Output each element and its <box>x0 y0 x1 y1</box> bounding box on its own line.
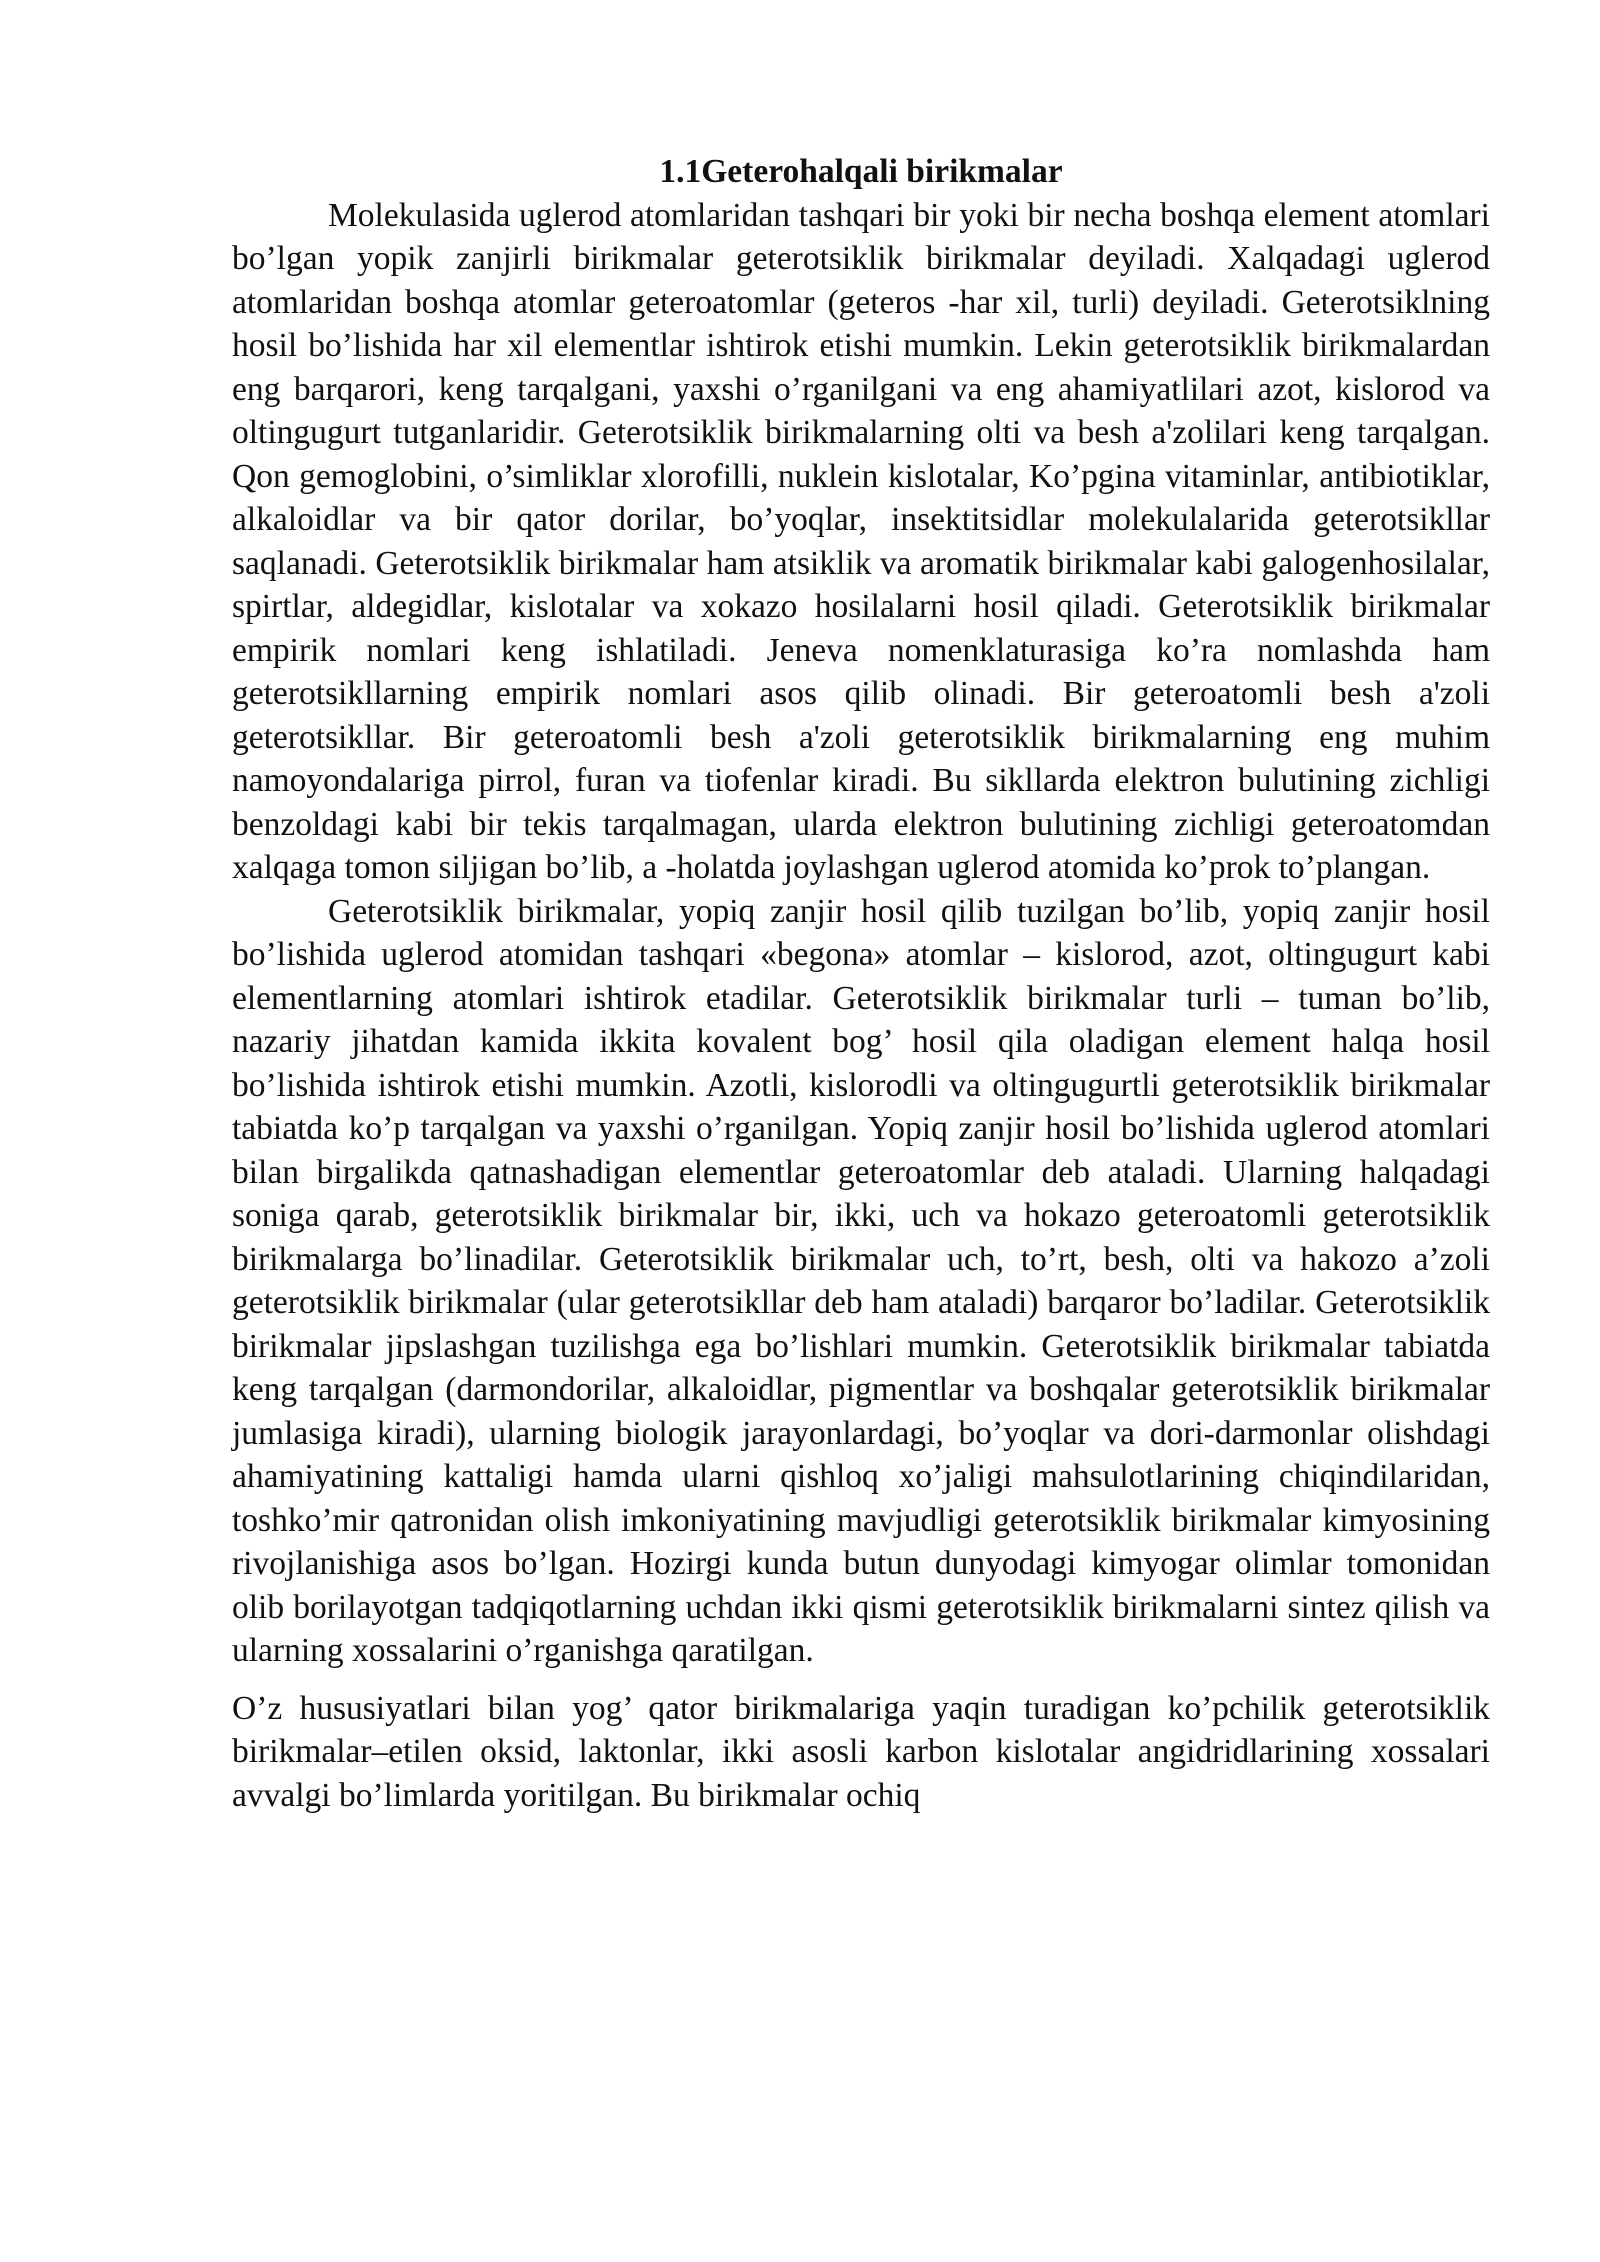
paragraph-1: Molekulasida uglerod atomlaridan tashqari bir yoki bir necha boshqa element atomlari bo’lgan yopik zanjirli birikmalar geterotsiklik birikmalar deyiladi. Xalqadagi uglerod atomlaridan boshqa atomlar geteroatomlar (geteros -har xil, turli) deyiladi. Geterotsiklning hosil bo’lishida har xil elementlar ishtirok etishi mumkin. Lekin geterotsiklik birikmalardan eng barqarori, keng tarqalgani, yaxshi o’rganilgani va eng ahamiyatlilari azot, kislorod va oltingugurt tutganlaridir. Geterotsiklik birikmalarning olti va besh a'zolilari keng tarqalgan. Qon gemoglobini, o’simliklar xlorofilli, nuklein kislotalar, Ko’pgina vitaminlar, antibiotiklar, alkaloidlar va bir qator dorilar, bo’yoqlar, insektitsidlar molekulalarida geterotsikllar saqlanadi. Geterotsiklik birikmalar ham atsiklik va aromatik birikmalar kabi galogenhosilalar, spirtlar, aldegidlar, kislotalar va xokazo hosilalarni hosil qiladi. Geterotsiklik birikmalar empirik nomlari keng ishlatiladi. Jeneva nomenklaturasiga ko’ra nomlashda ham geterotsikllarning empirik nomlari asos qilib olinadi. Bir geteroatomli besh a'zoli geterotsikllar. Bir geteroatomli besh a'zoli geterotsiklik birikmalarning eng muhim namoyondalariga pirrol, furan va tiofenlar kiradi. Bu sikllarda elektron bulutining zichligi benzoldagi kabi bir tekis tarqalmagan, ularda elektron bulutining zichligi geteroatomdan xalqaga tomon siljigan bo’lib, a -holatda joylashgan uglerod atomida ko’prok to’plangan. <box>232 196 1490 886</box>
document-page <box>232 150 1490 1817</box>
section-title: 1.1Geterohalqali birikmalar <box>659 153 1063 190</box>
paragraph-2: Geterotsiklik birikmalar, yopiq zanjir hosil qilib tuzilgan bo’lib, yopiq zanjir hosil bo’lishida uglerod atomidan tashqari «begona» atomlar – kislorod, azot, oltingugurt kabi elementlarning atomlari ishtirok etadilar. Geterotsiklik birikmalar turli – tuman bo’lib, nazariy jihatdan kamida ikkita kovalent bog’ hosil qila oladigan element halqa hosil bo’lishida ishtirok etishi mumkin. Azotli, kislorodli va oltingugurtli geterotsiklik birikmalar tabiatda ko’p tarqalgan va yaxshi o’rganilgan. Yopiq zanjir hosil bo’lishida uglerod atomlari bilan birgalikda qatnashadigan elementlar geteroatomlar deb ataladi. Ularning halqadagi soniga qarab, geterotsiklik birikmalar bir, ikki, uch va hokazo geteroatomli geterotsiklik birikmalarga bo’linadilar. Geterotsiklik birikmalar uch, to’rt, besh, olti va hakozo a’zoli geterotsiklik birikmalar (ular geterotsikllar deb ham ataladi) barqaror bo’ladilar. Geterotsiklik birikmalar jipslashgan tuzilishga ega bo’lishlari mumkin. Geterotsiklik birikmalar tabiatda keng tarqalgan (darmondorilar, alkaloidlar, pigmentlar va boshqalar geterotsiklik birikmalar jumlasiga kiradi), ularning biologik jarayonlardagi, bo’yoqlar va dori-darmonlar olishdagi ahamiyatining kattaligi hamda ularni qishloq xo’jaligi mahsulotlarining chiqindilaridan, toshko’mir qatronidan olish imkoniyatining mavjudligi geterotsiklik birikmalar kimyosining rivojlanishiga asos bo’lgan. Hozirgi kunda butun dunyodagi kimyogar olimlar tomonidan olib borilayotgan tadqiqotlarning uchdan ikki qismi geterotsiklik birikmalarni sintez qilish va ularning xossalarini o’rganishga qaratilgan. <box>232 892 1490 1669</box>
paragraph-3: O’z hususiyatlari bilan yog’ qator birikmalariga yaqin turadigan ko’pchilik geterotsiklik birikmalar–etilen oksid, laktonlar, ikki asosli karbon kislotalar angidridlarining xossalari avvalgi bo’limlarda yoritilgan. Bu birikmalar ochiq <box>232 1689 1490 1814</box>
